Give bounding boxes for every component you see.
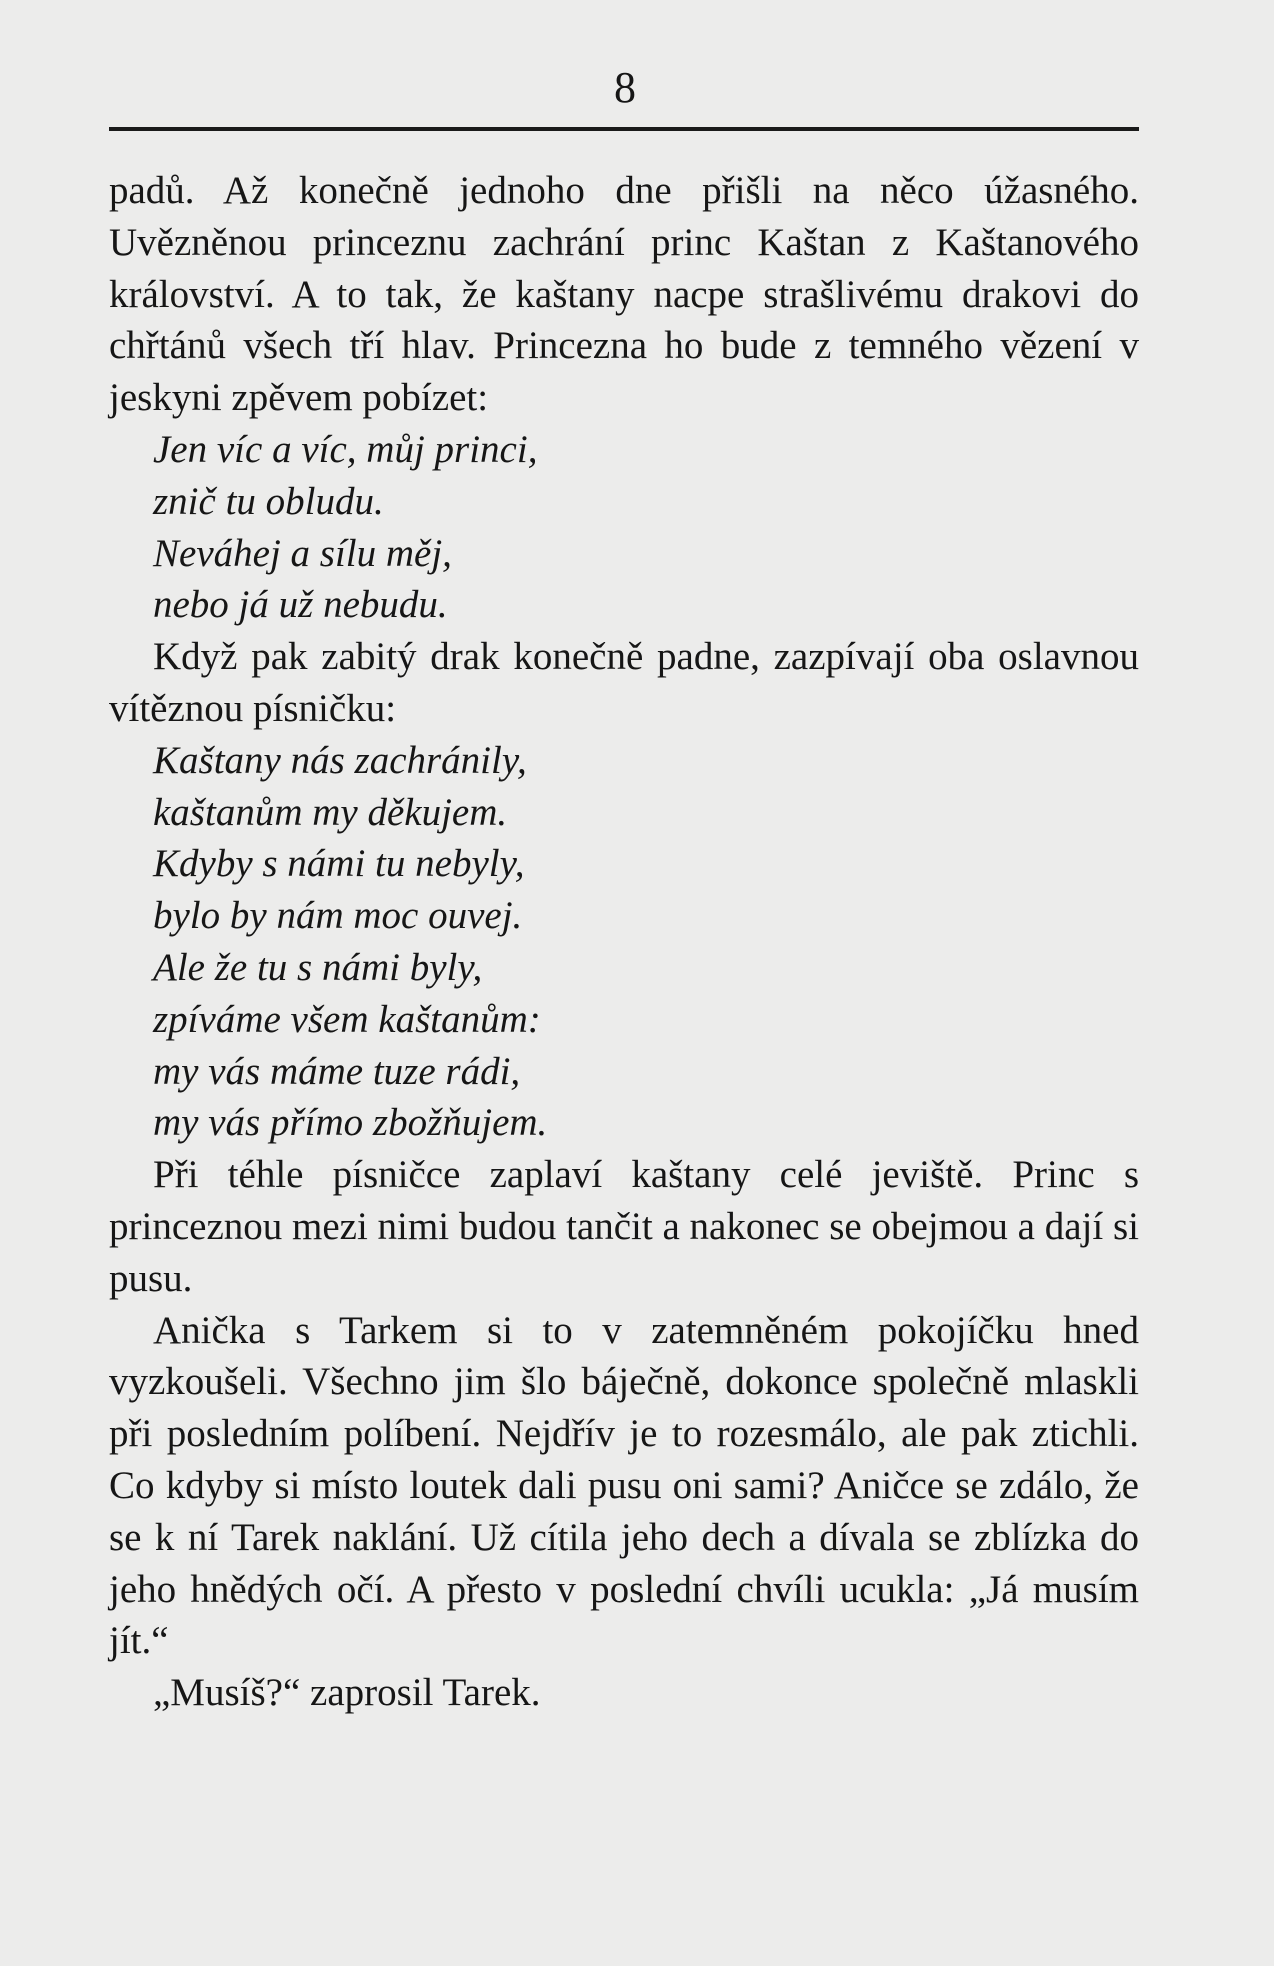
verse-line: my vás máme tuze rádi, — [153, 1049, 521, 1093]
verse-line: znič tu obludu. — [153, 479, 384, 523]
verse-line: Neváhej a sílu měj, — [153, 531, 452, 575]
verse-line: Kdyby s námi tu nebyly, — [153, 842, 525, 886]
verse-line: my vás přímo zbožňujem. — [153, 1101, 548, 1145]
verse-princess-song — [109, 424, 1139, 631]
paragraph: Anička s Tarkem si to v zatemněném pokojíčku hned vyzkoušeli. Všechno jim šlo báječně, dokonce společně mlaskli při posledním políbení. Nejdřív je to rozesmálo, ale pak ztichli. Co kdyby si místo loutek dali pusu oni sami? Aničce se zdálo, že se k ní Tarek naklání. Už cítila jeho dech a dívala se zblízka do jeho hnědých očí. A přesto v poslední chvíli ucukla: „Já musím jít.“ — [109, 1308, 1139, 1663]
page-number: 8 — [614, 63, 636, 112]
verse-line: Ale že tu s námi byly, — [153, 945, 483, 989]
verse-line: Jen víc a víc, můj princi, — [153, 427, 538, 471]
paragraph: „Musíš?“ zaprosil Tarek. — [153, 1671, 541, 1715]
paragraph: Při téhle písničce zaplaví kaštany celé jeviště. Princ s princeznou mezi nimi budou tančit a nakonec se obejmou a dají si pusu. — [109, 1153, 1139, 1300]
verse-line: kaštanům my děkujem. — [153, 790, 508, 834]
header-rule — [109, 127, 1139, 131]
body-text — [109, 165, 1139, 1719]
verse-line: Kaštany nás zachránily, — [153, 738, 527, 782]
verse-victory-song — [109, 735, 1139, 1149]
paragraph: padů. Až konečně jednoho dne přišli na něco úžasného. Uvězněnou princeznu zachrání princ Kaštan z Kaštanového království. A to tak, že kaštany nacpe strašlivému drakovi do chřtánů všech tří hlav. Princezna ho bude z temného vězení v jeskyni zpěvem pobízet: — [109, 169, 1139, 420]
verse-line: bylo by nám moc ouvej. — [153, 894, 523, 938]
paragraph: Když pak zabitý drak konečně padne, zazpívají oba oslavnou vítěznou písničku: — [109, 635, 1139, 730]
verse-line: nebo já už nebudu. — [153, 583, 448, 627]
verse-line: zpíváme všem kaštanům: — [153, 997, 541, 1041]
